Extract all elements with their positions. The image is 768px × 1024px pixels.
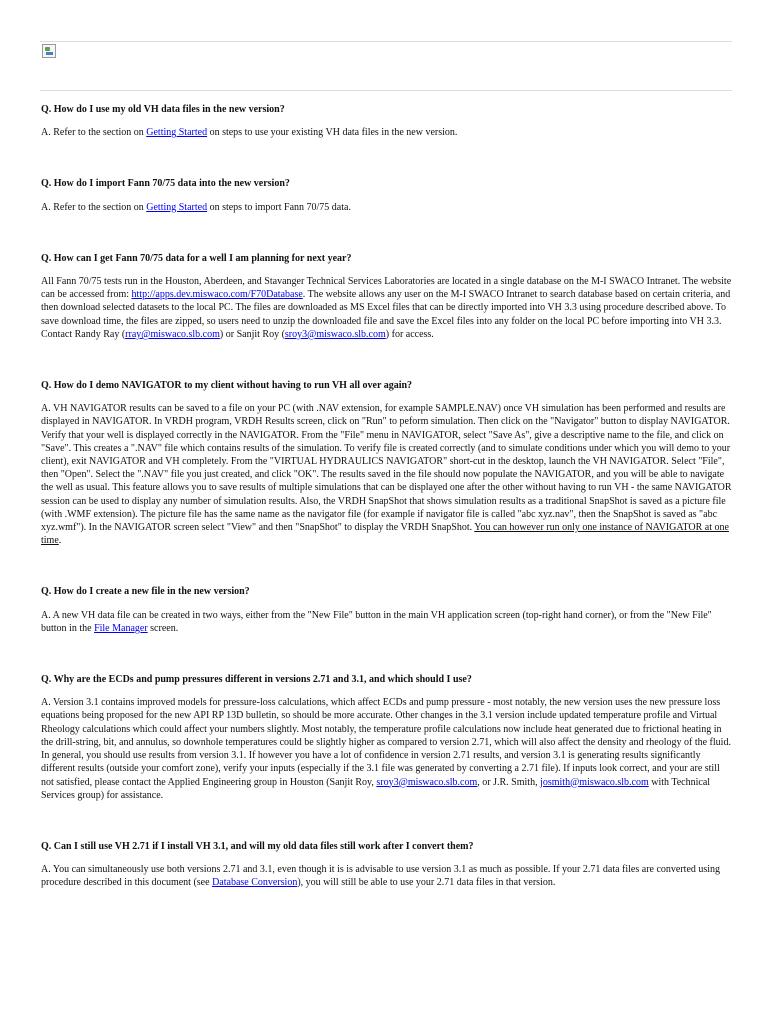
- faq-answer: [41, 863, 733, 889]
- answer-text: , or J.R. Smith,: [477, 776, 541, 788]
- faq-item-7: [41, 840, 733, 890]
- faq-item-6: [41, 673, 733, 802]
- faq-content: [41, 103, 733, 928]
- answer-text: A. Version 3.1 contains improved models for pressure-loss calculations, which affect ECDs and pump pressure - most notably, the new version uses the new pressure loss equations being proposed for the new API RP 13D bulletin, so should be more accurate. Other changes in the 3.1 version include updated temperature profile and Virtual Rheology calculations which could affect your numbers slightly. Most notably, the temperature profile calculations now include heat generated due to frictional heating in the drill-string, bit, and annulus, so downhole temperatures could be slightly higher as compared to version 2.71, which will also affect the density and rheology of the fluid. In general, you should use results from version 3.1. If however you have a lot of confidence in version 2.71 results, and version 3.1 is generating results significantly different results (outside your comfort zone), verify your inputs (especially if the 3.1 file was generated by converting a 2.71 file). If inputs look correct, and your are still not satisfied, please contact the Applied Engineering group in Houston (Sanjit Roy,: [41, 697, 731, 788]
- answer-text: All Fann 70/75 tests run in the Houston, Aberdeen, and Stavanger Technical Services Laboratories are located in a single database on the M-I SWACO Intranet. The website can be accessed from:: [41, 276, 732, 301]
- faq-item-3: [41, 252, 733, 341]
- faq-question: Q. Why are the ECDs and pump pressures different in versions 2.71 and 3.1, and which should I use?: [41, 674, 472, 686]
- faq-answer: [41, 201, 733, 214]
- answer-text: ) or Sanjit Roy (: [219, 328, 285, 340]
- faq-question: Q. How can I get Fann 70/75 data for a well I am planning for next year?: [41, 252, 352, 264]
- file-manager-link[interactable]: File Manager: [94, 622, 148, 634]
- answer-text: on steps to use your existing VH data files in the new version.: [207, 127, 458, 139]
- josmith-email-link[interactable]: josmith@miswaco.slb.com: [540, 776, 649, 788]
- faq-question: Q. Can I still use VH 2.71 if I install VH 3.1, and will my old data files still work after I convert them?: [41, 840, 474, 852]
- answer-text: A. You can simultaneously use both versions 2.71 and 3.1, even though it is is advisable to use version 3.1 as much as possible. If your 2.71 data files are converted using procedure described in this document (see: [41, 864, 721, 889]
- answer-text: A. Refer to the section on: [41, 201, 147, 213]
- answer-text: A. A new VH data file can be created in two ways, either from the "New File" button in the main VH application screen (top-right hand corner), or from the "New File" button in the: [41, 609, 712, 634]
- faq-question: Q. How do I import Fann 70/75 data into the new version?: [41, 178, 290, 190]
- answer-text: .: [58, 535, 62, 547]
- faq-item-5: [41, 585, 733, 635]
- answer-text: A. VH NAVIGATOR results can be saved to a file on your PC (with .NAV extension, for example SAMPLE.NAV) once VH simulation has been performed and results are displayed in NAVIGATOR. In VRDH program, VRDH Results screen, click on "Run" to peform simulation. Then click on the "Navigator" button to display NAVIGATOR. Verify that your well is displayed correctly in the NAVIGATOR. From the "File" menu in NAVIGATOR, select "Save As", give a descriptive name to the file, and click on "Save". This creates a ".NAV" file which contains results of the simulation. To verify file is created correctly (and to simulate conditions under which you will demo to your client), exit NAVIGATOR and VH completely. From the "VIRTUAL HYDRAULICS NAVIGATOR" short-cut in the desktop, launch the VH NAVIGATOR. Select "File", then "Open". Select the ".NAV" file you just created, and click "OK". The results saved in the file should now populate the NAVIGATOR, and you will be able to navigate the well as usual. This feature allows you to save results of multiple simulations that can be displayed one after the other without having to run VH - the same NAVIGATOR session can be used to display any number of simulation results. Also, the VRDH SnapShot that shows simulation results as a traditional SnapShot is saved as a picture file (with .WMF extension). The picture file has the same name as the navigator file (for example if navigator file is called "abc xyz.nav", then the SnapShot is saved as "abc xyz.wmf"). In the NAVIGATOR screen select "View" and then "SnapShot" to display the VRDH SnapShot.: [41, 403, 732, 534]
- faq-answer: [41, 126, 733, 139]
- faq-answer: [41, 275, 733, 341]
- sroy3-email-link[interactable]: sroy3@miswaco.slb.com: [376, 776, 478, 788]
- database-conversion-link[interactable]: Database Conversion: [212, 877, 298, 889]
- getting-started-link[interactable]: Getting Started: [146, 127, 208, 139]
- faq-question: Q. How do I use my old VH data files in the new version?: [41, 104, 285, 115]
- header-image-frame: [40, 41, 732, 91]
- faq-answer: [41, 696, 733, 802]
- faq-question: Q. How do I demo NAVIGATOR to my client without having to run VH all over again?: [41, 380, 413, 392]
- answer-text: with Technical Services group) for assistance.: [41, 776, 711, 801]
- broken-image-icon: [42, 44, 56, 58]
- answer-text: ) for access.: [385, 328, 434, 340]
- answer-text: ), you will still be able to use your 2.71 data files in that version.: [297, 877, 556, 889]
- answer-text: A. Refer to the section on: [41, 127, 147, 139]
- faq-question: Q. How do I create a new file in the new version?: [41, 586, 250, 598]
- faq-item-4: [41, 379, 733, 547]
- getting-started-link[interactable]: Getting Started: [146, 201, 208, 213]
- rray-email-link[interactable]: rray@miswaco.slb.com: [125, 328, 220, 340]
- sroy3-email-link[interactable]: sroy3@miswaco.slb.com: [284, 328, 386, 340]
- f70-database-link[interactable]: http://apps.dev.miswaco.com/F70Database: [131, 289, 303, 301]
- faq-item-1: [41, 103, 733, 139]
- answer-text: screen.: [147, 622, 179, 634]
- underlined-note: You can however run only one instance of NAVIGATOR at one time: [41, 522, 729, 547]
- answer-text: . The website allows any user on the M-I SWACO Intranet to search database based on certain criteria, and then download selected datasets to the local PC. The files are downloaded as MS Excel files that can be directly imported into VH 3.3 using procedure described above. To save download time, the files are zipped, so users need to unzip the downloaded file and save the Excel files into any folder on the local PC before importing into VH 3.3. Contact Randy Ray (: [41, 289, 731, 340]
- faq-answer: [41, 402, 733, 547]
- faq-item-2: [41, 177, 733, 213]
- answer-text: on steps to import Fann 70/75 data.: [207, 201, 351, 213]
- faq-answer: [41, 609, 733, 635]
